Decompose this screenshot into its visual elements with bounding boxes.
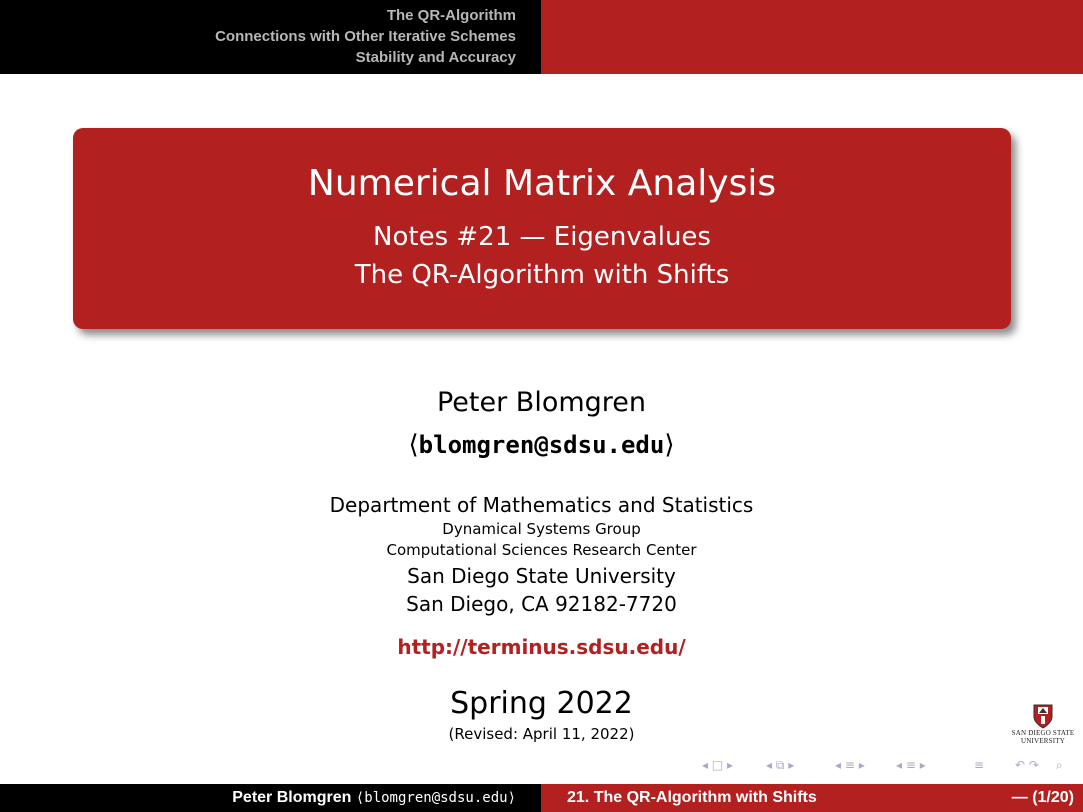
footer-left-panel xyxy=(0,784,541,812)
beamer-navigation-controls xyxy=(700,758,1080,774)
university-logo xyxy=(1010,703,1076,749)
title-block xyxy=(73,128,1011,329)
nav-section-connections[interactable]: Connections with Other Iterative Schemes xyxy=(215,28,516,45)
nav-search-icon[interactable]: ⌕ xyxy=(1056,758,1063,772)
author-email: blomgren@sdsu.edu xyxy=(418,431,665,459)
header-bar xyxy=(0,0,1083,74)
email-open-bracket: ⟨ xyxy=(408,430,419,460)
website-link[interactable]: http://terminus.sdsu.edu/ xyxy=(397,635,686,659)
nav-appendix-icon[interactable]: ≡ xyxy=(974,758,985,772)
revised-date: (Revised: April 11, 2022) xyxy=(448,725,635,743)
nav-back-forward-icon[interactable]: ↶ ↷ xyxy=(1015,758,1039,772)
presentation-subtitle-topic: The QR-Algorithm with Shifts xyxy=(354,260,730,290)
footer-page-number: — (1/20) xyxy=(1011,789,1074,806)
nav-prev-subsection-icon[interactable]: ◂ ⧉ ▸ xyxy=(766,758,795,772)
research-center: Computational Sciences Research Center xyxy=(386,541,697,559)
sdsu-shield-icon xyxy=(1032,703,1054,729)
logo-text-line2: UNIVERSITY xyxy=(1021,737,1065,745)
department: Department of Mathematics and Statistics xyxy=(329,493,754,517)
footer-author-name: Peter Blomgren xyxy=(232,789,352,806)
presentation-title: Numerical Matrix Analysis xyxy=(307,163,777,204)
address: San Diego, CA 92182-7720 xyxy=(406,592,677,616)
email-close-bracket: ⟩ xyxy=(664,430,675,460)
footer-bar xyxy=(0,784,1083,812)
nav-prev-section-icon[interactable]: ◂ ≡ ▸ xyxy=(835,758,865,772)
footer-author-email: ⟨blomgren@sdsu.edu⟩ xyxy=(355,790,516,806)
research-group: Dynamical Systems Group xyxy=(442,520,641,538)
author-name: Peter Blomgren xyxy=(436,387,647,418)
logo-text-line1: SAN DIEGO STATE xyxy=(1011,729,1075,737)
presentation-subtitle-notes: Notes #21 — Eigenvalues xyxy=(373,222,711,252)
header-left-panel xyxy=(0,0,541,74)
university: San Diego State University xyxy=(407,564,676,588)
footer-right-panel xyxy=(541,784,1083,812)
nav-section-qr-algorithm[interactable]: The QR-Algorithm xyxy=(386,7,516,24)
footer-lecture-title: 21. The QR-Algorithm with Shifts xyxy=(567,789,817,806)
term-date: Spring 2022 xyxy=(450,686,633,721)
nav-section-stability[interactable]: Stability and Accuracy xyxy=(355,49,516,66)
author-email-line xyxy=(0,428,1083,462)
section-navigation xyxy=(215,5,516,68)
footer-author xyxy=(232,788,516,808)
nav-next-section-icon[interactable]: ◂ ≡ ▸ xyxy=(896,758,926,772)
header-right-panel xyxy=(541,0,1083,74)
nav-prev-frame-icon[interactable]: ◂ □ ▸ xyxy=(702,758,734,772)
